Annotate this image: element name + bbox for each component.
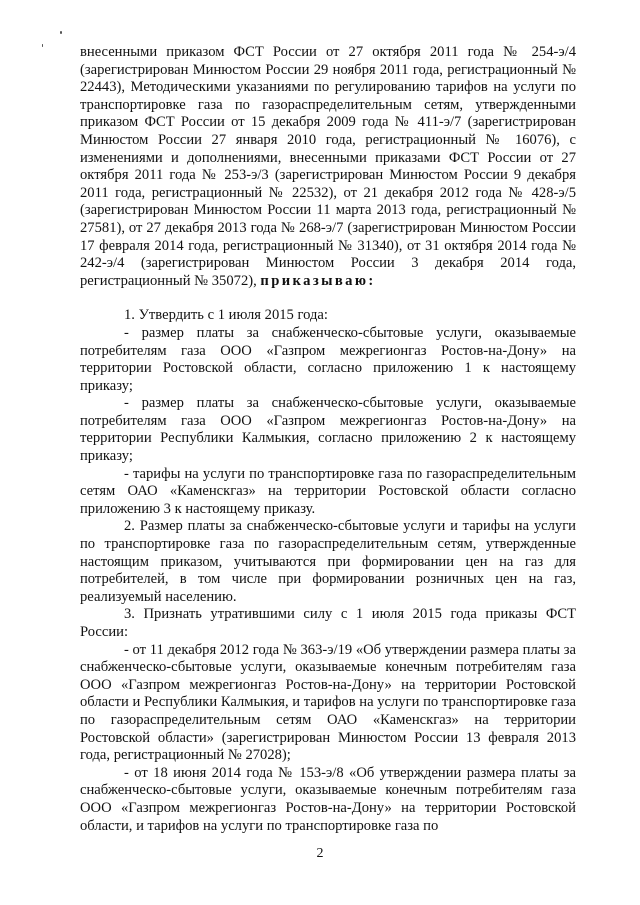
item-1-c: - тарифы на услуги по транспортировке газа по газораспределительным сетям ОАО «Каменскгаз» на территории Ростовской области согласно приложению 3 к настоящему приказу. bbox=[80, 465, 576, 517]
page-number: 2 bbox=[316, 846, 324, 861]
item-1-b: - размер платы за снабженческо-сбытовые услуги, оказываемые потребителям газа ООО «Газпром межрегионгаз Ростов-на-Дону» на территории Республики Калмыкия, согласно приложению 2 к настоящему приказу; bbox=[80, 395, 576, 465]
item-3-b: - от 18 июня 2014 года № 153-э/8 «Об утверждении размера платы за снабженческо-сбытовые услуги, оказываемые конечным потребителям газа ООО «Газпром межрегионгаз Ростов-на-Дону» на территории Ростовской области, и тарифов на услуги по транспортировке газа по bbox=[80, 764, 576, 834]
item-3-a: - от 11 декабря 2012 года № 363-э/19 «Об утверждении размера платы за снабженческо-сбытовые услуги, оказываемые конечным потребителям газа ООО «Газпром межрегионгаз Ростов-на-Дону» на территории Ростовской области и Республики Калмыкия, и тарифов на услуги по транспортировке газа по газораспределительным сетям ОАО «Каменскгаз» на территории Ростовской области» (зарегистрирован Минюстом России 13 февраля 2013 года, регистрационный № 27028); bbox=[80, 641, 576, 764]
scan-speck bbox=[60, 31, 62, 34]
scan-speck bbox=[42, 44, 43, 47]
intro-text: внесенными приказом ФСТ России от 27 октября 2011 года № 254-э/4 (зарегистрирован Минюстом России 29 ноября 2011 года, регистрационный № 22443), Методическими указаниями по регулированию тарифов на услуги по транспортировке газа по газораспределительным сетям, утвержденными приказом ФСТ России от 15 декабря 2009 года № 411-э/7 (зарегистрирован Минюстом России 27 января 2010 года, регистрационный № 16076), с изменениями и дополнениями, внесенными приказами ФСТ России от 27 октября 2011 года № 253-э/3 (зарегистрирован Минюстом России 9 декабря 2011 года, регистрационный № 22532), от 21 декабря 2012 года № 428-э/5 (зарегистрирован Минюстом России 11 марта 2013 года, регистрационный № 27581), от 27 декабря 2013 года № 268-э/7 (зарегистрирован Минюстом России 17 февраля 2014 года, регистрационный № 31340), от 31 октября 2014 года № 242-э/4 (зарегистрирован Минюстом России 3 декабря 2014 года, регистрационный № 35072), bbox=[80, 44, 576, 289]
item-3-heading: 3. Признать утратившими силу с 1 июля 2015 года приказы ФСТ России: bbox=[80, 606, 576, 640]
item-1-a: - размер платы за снабженческо-сбытовые услуги, оказываемые потребителям газа ООО «Газпром межрегионгаз Ростов-на-Дону» на территории Ростовской области, согласно приложению 1 к настоящему приказу; bbox=[80, 324, 576, 394]
intro-paragraph bbox=[80, 44, 576, 290]
item-1-heading: 1. Утвердить с 1 июля 2015 года: bbox=[124, 307, 328, 324]
document-body bbox=[80, 44, 576, 835]
order-word: приказываю: bbox=[260, 272, 376, 289]
item-2: 2. Размер платы за снабженческо-сбытовые услуги и тарифы на услуги по транспортировке газа по газораспределительным сетям, утвержденные настоящим приказом, учитываются при формировании цен на газ для потребителей, в том числе при формировании розничных цен на газ, реализуемый населению. bbox=[80, 518, 576, 605]
